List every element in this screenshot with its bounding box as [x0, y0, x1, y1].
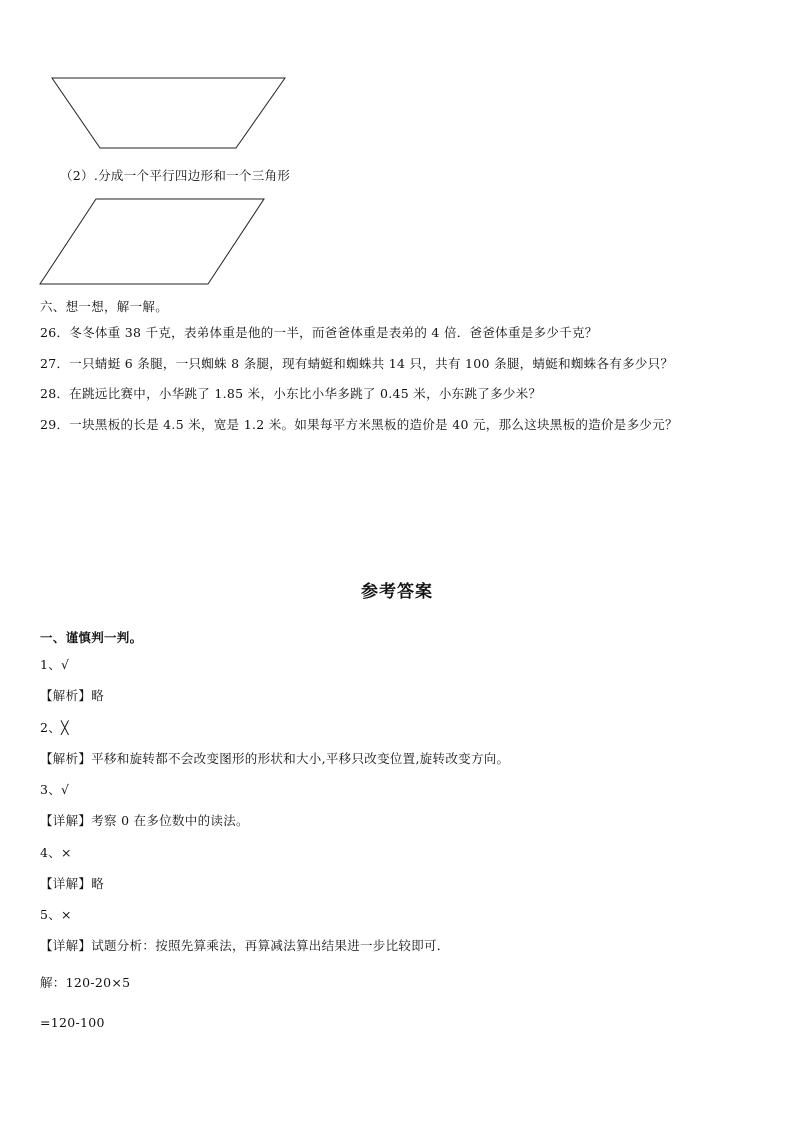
parallelogram-caption: （2）.分成一个平行四边形和一个三角形 [60, 168, 291, 183]
answer-2-number: 2、╳ [40, 720, 69, 735]
question-28: 28．在跳远比赛中，小华跳了 1.85 米，小东比小华多跳了 0.45 米，小东跳了多少米？ [40, 386, 542, 401]
answer-5-number: 5、× [40, 907, 72, 922]
answers-section-heading: 一、谨慎判一判。 [40, 630, 143, 645]
question-26: 26．冬冬体重 38 千克，表弟体重是他的一半，而爸爸体重是表弟的 4 倍．爸爸体重是多少千克？ [40, 325, 598, 340]
answer-1-number: 1、√ [40, 657, 70, 672]
parallelogram-figure [0, 0, 794, 300]
answer-4-explanation: 【详解】略 [40, 876, 105, 891]
question-27: 27．一只蜻蜓 6 条腿，一只蜘蛛 8 条腿，现有蜻蜓和蜘蛛共 14 只，共有 100 条腿，蜻蜓和蜘蛛各有多少只？ [40, 356, 674, 371]
answer-3-explanation: 【详解】考察 0 在多位数中的读法。 [40, 813, 249, 828]
answers-title: 参考答案 [361, 582, 433, 602]
work-line-1: 解：120-20×5 [40, 975, 131, 990]
answer-3-number: 3、√ [40, 782, 70, 797]
answer-4-number: 4、× [40, 845, 72, 860]
answer-2-explanation: 【解析】平移和旋转都不会改变图形的形状和大小,平移只改变位置,旋转改变方向。 [40, 751, 510, 766]
answer-5-explanation: 【详解】试题分析：按照先算乘法，再算减法算出结果进一步比较即可． [40, 938, 450, 953]
answer-1-explanation: 【解析】略 [40, 688, 105, 703]
work-line-2: =120-100 [40, 1015, 105, 1030]
question-29: 29．一块黑板的长是 4.5 米，宽是 1.2 米。如果每平方米黑板的造价是 40 元，那么这块黑板的造价是多少元？ [40, 417, 678, 432]
section-heading: 六、想一想，解一解。 [40, 299, 169, 314]
